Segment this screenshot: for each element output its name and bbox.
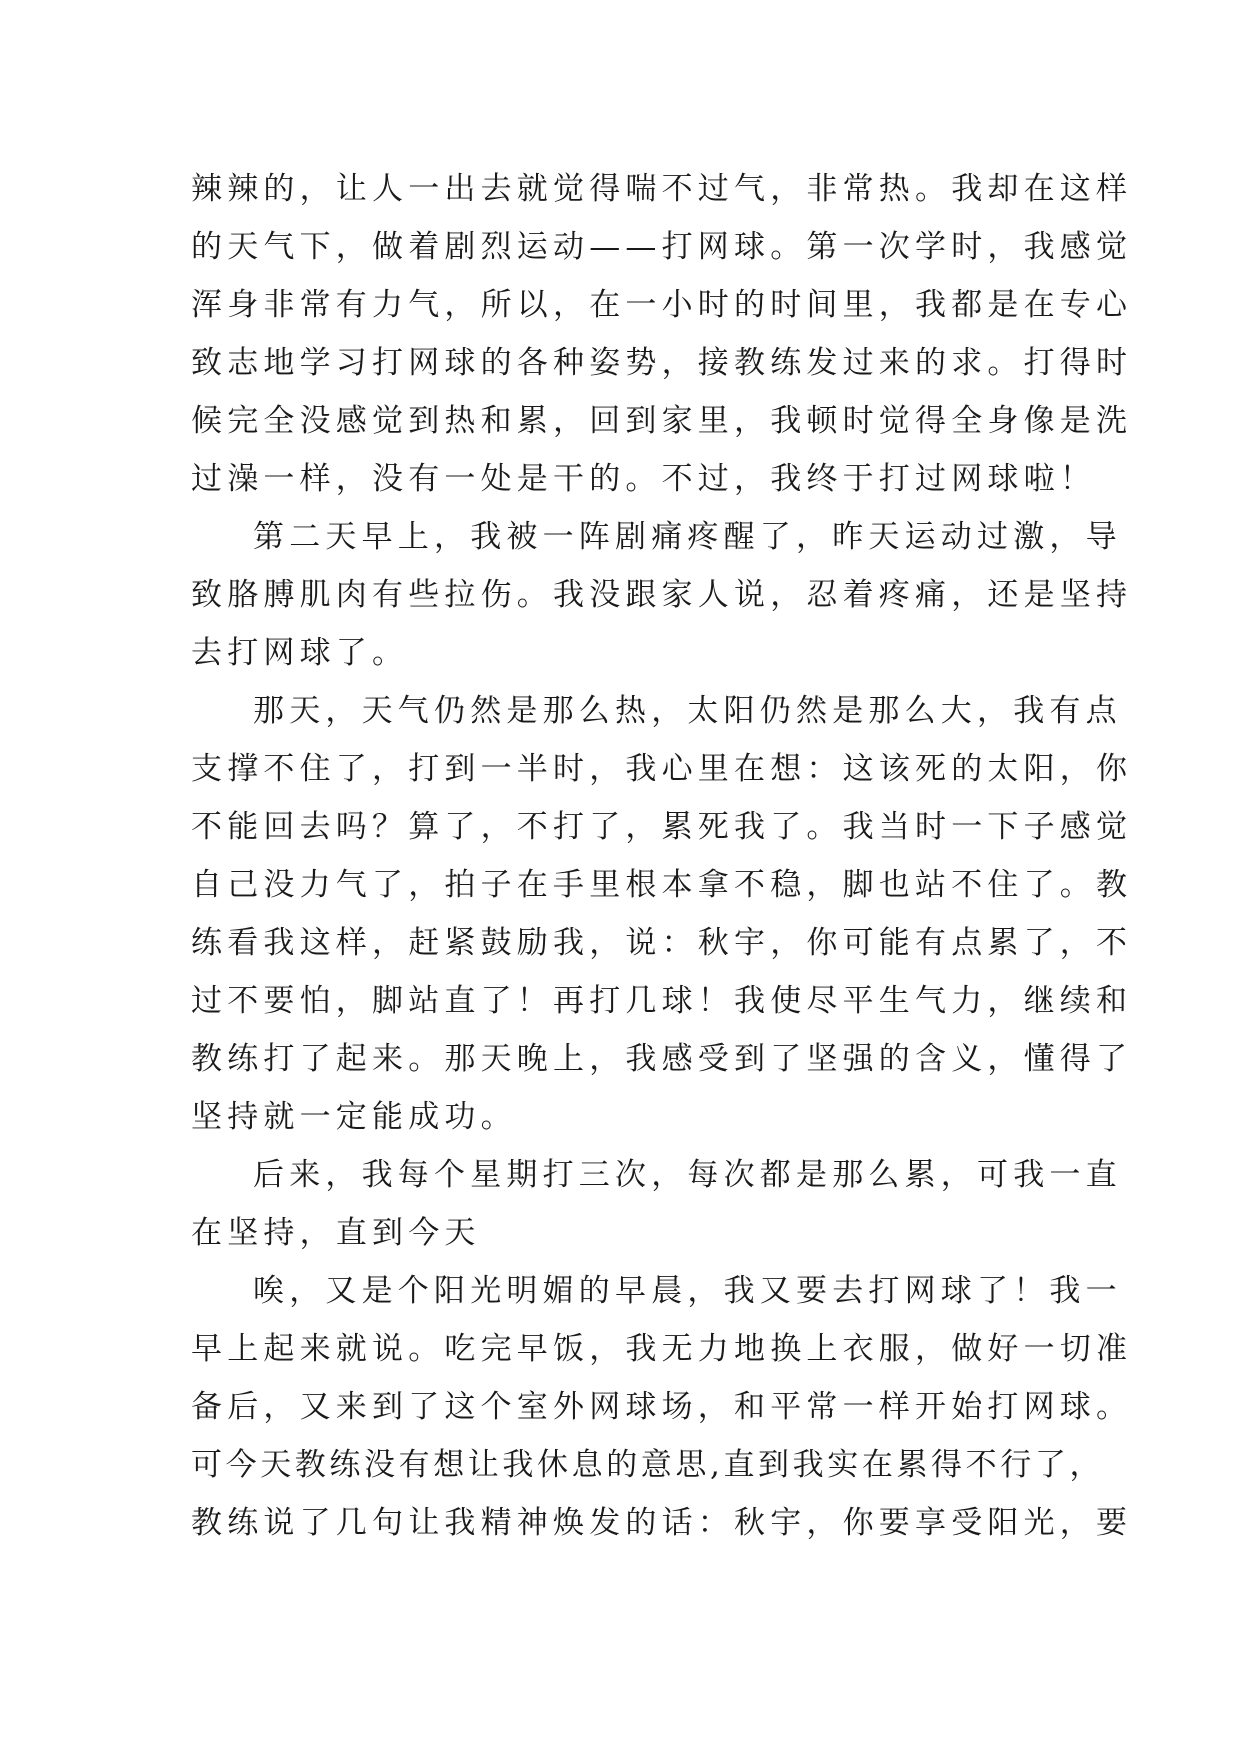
text-line-20: 唉，又是个阳光明媚的早晨，我又要去打网球了！我一 (253, 1273, 1122, 1309)
text-line-21: 早上起来就说。吃完早饭，我无力地换上衣服，做好一切准 (191, 1331, 1133, 1367)
text-line-13: 自己没力气了，拍子在手里根本拿不稳，脚也站不住了。教 (191, 867, 1133, 903)
text-line-11: 支撑不住了，打到一半时，我心里在想：这该死的太阳，你 (191, 751, 1133, 787)
text-line-4: 致志地学习打网球的各种姿势，接教练发过来的求。打得时 (191, 345, 1133, 381)
text-line-16: 教练打了起来。那天晚上，我感受到了坚强的含义，懂得了 (191, 1041, 1133, 1077)
text-line-5: 候完全没感觉到热和累，回到家里，我顿时觉得全身像是洗 (191, 403, 1133, 439)
text-line-12: 不能回去吗？算了，不打了，累死我了。我当时一下子感觉 (191, 809, 1133, 845)
text-line-24: 教练说了几句让我精神焕发的话：秋宇，你要享受阳光，要 (191, 1505, 1133, 1541)
text-line-14: 练看我这样，赶紧鼓励我，说：秋宇，你可能有点累了，不 (191, 925, 1133, 961)
text-line-8: 致胳膊肌肉有些拉伤。我没跟家人说，忍着疼痛，还是坚持 (191, 577, 1133, 613)
text-line-19: 在坚持，直到今天 (191, 1215, 481, 1251)
text-line-2: 的天气下，做着剧烈运动——打网球。第一次学时，我感觉 (191, 229, 1133, 265)
text-line-22: 备后，又来到了这个室外网球场，和平常一样开始打网球。 (191, 1389, 1133, 1425)
text-line-23: 可今天教练没有想让我休息的意思,直到我实在累得不行了， (191, 1447, 1105, 1483)
text-line-15: 过不要怕，脚站直了！再打几球！我使尽平生气力，继续和 (191, 983, 1133, 1019)
text-line-18: 后来，我每个星期打三次，每次都是那么累，可我一直 (253, 1157, 1122, 1193)
text-line-6: 过澡一样，没有一处是干的。不过，我终于打过网球啦！ (191, 461, 1096, 497)
text-line-9: 去打网球了。 (191, 635, 409, 671)
text-line-7: 第二天早上，我被一阵剧痛疼醒了，昨天运动过激，导 (253, 519, 1122, 555)
text-line-10: 那天，天气仍然是那么热，太阳仍然是那么大，我有点 (253, 693, 1122, 729)
text-line-17: 坚持就一定能成功。 (191, 1099, 517, 1135)
text-line-3: 浑身非常有力气，所以，在一小时的时间里，我都是在专心 (191, 287, 1133, 323)
text-line-1: 辣辣的，让人一出去就觉得喘不过气，非常热。我却在这样 (191, 171, 1133, 207)
